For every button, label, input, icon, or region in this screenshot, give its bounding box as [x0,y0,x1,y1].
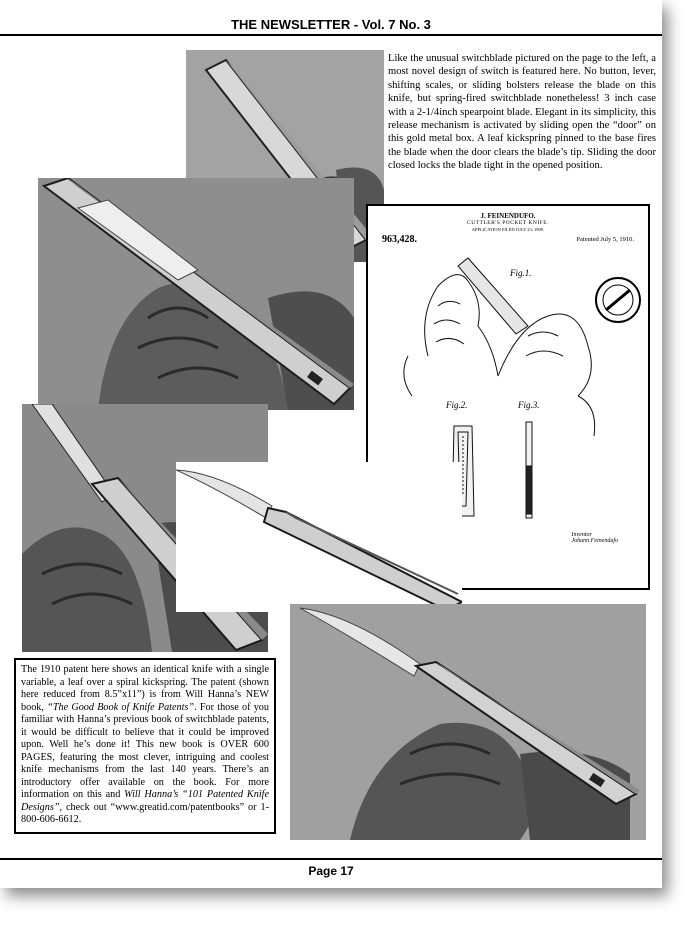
photo-knife-blade-open [176,462,462,612]
patent-inventor-heading: J. FEINENDUFO. [480,212,536,220]
promo-text-1: The 1910 patent here shows an identical knife with a single variable, a leaf over a spiral kickspring. The patent (shown here reduced from 8.5”x11”) is from Will Hanna’s NEW book, [21,664,269,713]
intro-paragraph: Like the unusual switchblade pictured on the page to the left, a most novel design of switch is featured here. No button, lever, shifting scales, or sliding bolsters release the blade on this knife, but spring-fired switchblade nonetheless! 3 inch case with a 2-1/4inch spearpoint blade. Elegant in its simplicity, this release mechanism is activated by sliding open the “door” on this gold metal box. A leaf kickspring pinned to the base fires the blade when the door clears the blade’s tip. Sliding the door closed locks the blade tight in the opened position. [388,53,656,172]
fig3-label: Fig.3. [518,400,540,410]
footer-rule [0,858,662,860]
stamp-seal [596,278,640,322]
book-promo-paragraph [21,664,269,827]
photo-open-box-hand [38,178,354,410]
patent-number: 963,428. [382,234,417,245]
book-promo-box [14,658,276,834]
patent-fig1-hands [404,258,595,436]
patent-fig3-knife [526,422,532,518]
page-number: Page 17 [308,864,354,878]
promo-text-2: . For those of you familiar with Hanna’s previous book of switchblade patents, it would be difficult to believe that it could be improved upon. Well he’s done it! This new book is OVER 600 PAGES, featuring the most clever, intriguing and coolest knife mechanisms from the last 140 years. There’s an introductory offer available on the book. For more information on this and [21,701,269,800]
promo-text-3: , check out “www.greatid.com/patentbooks” or 1-800-606-6612. [21,801,269,825]
header-rule [0,34,662,36]
page-header: THE NEWSLETTER - Vol. 7 No. 3 [231,17,431,32]
patent-application-line: APPLICATION FILED JULY 23, 1909. [471,227,545,232]
photo-knife-in-hand [290,604,646,840]
book-title-2: Will Hanna’s “101 Patented Knife Designs” [21,789,270,813]
fig1-label: Fig.1. [510,268,532,278]
fig2-label: Fig.2. [446,400,468,410]
patent-inventor-block [572,532,619,544]
patent-title: CUTTLER'S POCKET KNIFE. [467,220,549,226]
inventor-label: Inventor [571,532,592,538]
inventor-signature: Johann Feinendufo [571,538,618,544]
book-title-1: “The Good Book of Knife Patents” [47,701,195,713]
patent-date: Patented July 5, 1910. [576,236,634,243]
